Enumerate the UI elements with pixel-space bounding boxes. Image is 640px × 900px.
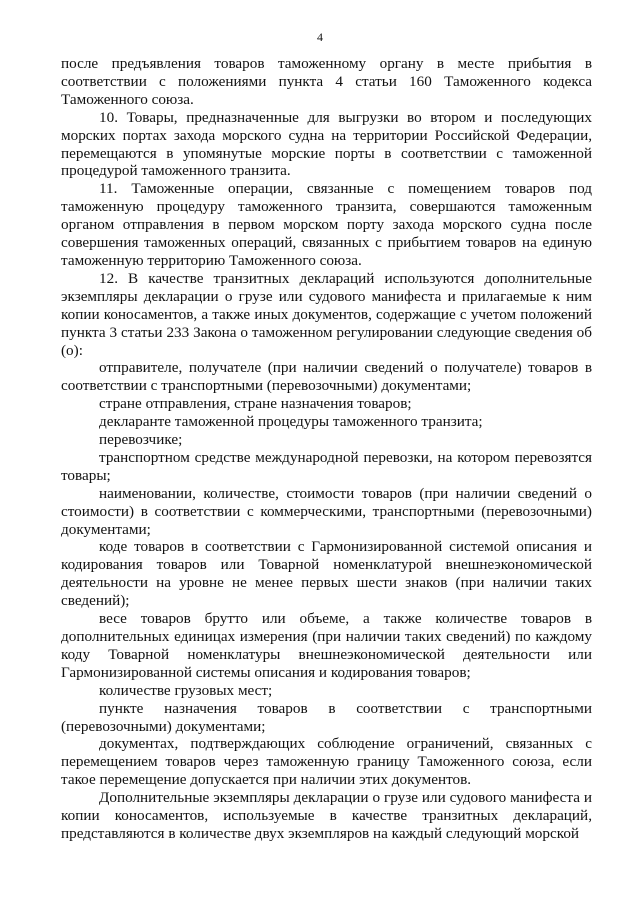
list-item: количестве грузовых мест; [99, 681, 273, 699]
list-item: коде товаров в соответствии с Гармонизированной системой описания и кодирования товаров или Товарной номенклатурой внешнеэкономической деятельности на уровне не менее первых шести знаков (при наличии таких сведений); [61, 538, 592, 610]
list-item: перевозчике; [99, 431, 183, 449]
document-body [61, 55, 592, 843]
list-item: весе товаров брутто или объеме, а также количестве товаров в дополнительных единицах измерения (при наличии таких сведений) по каждому коду Товарной номенклатуры внешнеэкономической деятельности или Гармонизированной системы описания и кодирования товаров; [61, 610, 592, 681]
list-item: транспортном средстве международной перевозки, на котором перевозятся товары; [61, 448, 592, 484]
paragraph: 10. Товары, предназначенные для выгрузки во втором и последующих морских портах захода морского судна на территории Российской Федерации, перемещаются в упомянутые морские порты в соответствии с таможенной процедурой таможенного транзита. [61, 108, 592, 180]
paragraph: Дополнительные экземпляры декларации о грузе или судового манифеста и копии коносаментов, используемые в качестве транзитных деклараций, представляются в количестве двух экземпляров на каждый следующий морской [61, 789, 592, 842]
page-number: 4 [317, 30, 323, 44]
list-item: отправителе, получателе (при наличии сведений о получателе) товаров в соответствии с транспортными (перевозочными) документами; [61, 359, 592, 395]
paragraph: 12. В качестве транзитных деклараций используются дополнительные экземпляры декларации о грузе или судового манифеста и прилагаемые к ним копии коносаментов, а также иных документов, содержащие с учетом положений пункта 3 статьи 233 Закона о таможенном регулировании следующие сведения об (о): [61, 269, 592, 359]
list-item: стране отправления, стране назначения товаров; [99, 395, 412, 413]
list-item: наименовании, количестве, стоимости товаров (при наличии сведений о стоимости) в соответствии с коммерческими, транспортными (перевозочными) документами; [61, 484, 592, 538]
list-item: декларанте таможенной процедуры таможенного транзита; [99, 413, 483, 431]
paragraph: после предъявления товаров таможенному органу в месте прибытия в соответствии с положениями пункта 4 статьи 160 Таможенного кодекса Таможенного союза. [61, 55, 592, 108]
list-item: документах, подтверждающих соблюдение ограничений, связанных с перемещением товаров через таможенную границу Таможенного союза, если такое перемещение допускается при наличии этих документов. [61, 735, 592, 789]
list-item: пункте назначения товаров в соответствии с транспортными (перевозочными) документами; [61, 699, 592, 735]
paragraph: 11. Таможенные операции, связанные с помещением товаров под таможенную процедуру таможенного транзита, совершаются таможенным органом отправления в первом морском порту захода морского судна после совершения таможенных операций, связанных с прибытием товаров на единую таможенную территорию Таможенного союза. [61, 180, 592, 269]
